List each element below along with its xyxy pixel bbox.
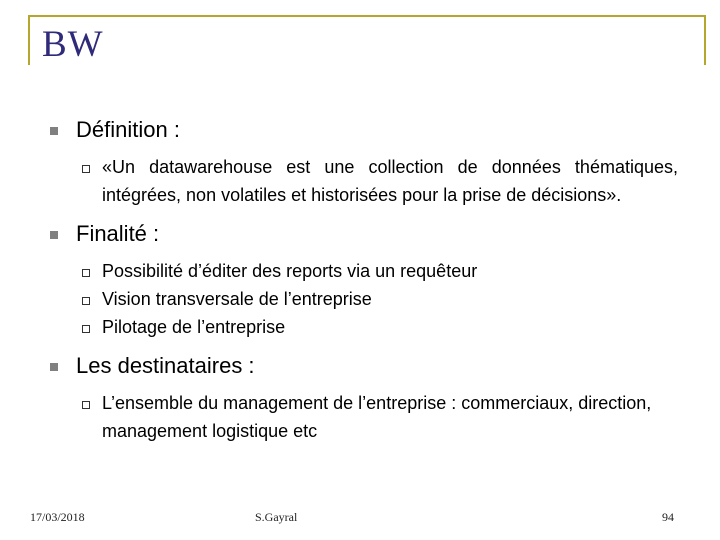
title-frame-top [28,15,706,17]
square-bullet-icon [50,363,58,371]
square-bullet-icon [50,231,58,239]
section-destinataires [50,351,690,381]
list-item [82,257,690,285]
list-item-text: «Un datawarehouse est une collection de données thématiques, intégrées, non volatiles et historisées pour la prise de décisions». [102,157,678,205]
footer-author: S.Gayral [255,510,298,524]
hollow-square-bullet-icon [82,269,90,277]
definition-items [82,153,690,209]
list-item [82,389,690,445]
list-item-text: Possibilité d’éditer des reports via un requêteur [102,261,478,281]
section-definition [50,115,690,145]
list-item [82,285,690,313]
list-item [82,313,690,341]
page-number: 94 [662,510,674,524]
list-item-text: Pilotage de l’entreprise [102,317,286,337]
footer-date: 17/03/2018 [30,510,85,524]
destinataires-items [82,389,690,445]
title-frame-left [28,15,30,65]
section-heading: Finalité : [76,221,160,246]
slide-title: BW [42,24,104,65]
slide-content [50,115,690,455]
section-heading: Les destinataires : [76,353,255,378]
hollow-square-bullet-icon [82,325,90,333]
hollow-square-bullet-icon [82,165,90,173]
section-finalite [50,219,690,249]
list-item [82,153,690,209]
hollow-square-bullet-icon [82,297,90,305]
title-frame-right [704,15,706,65]
hollow-square-bullet-icon [82,401,90,409]
finalite-items [82,257,690,341]
section-heading: Définition : [76,117,180,142]
list-item-text: Vision transversale de l’entreprise [102,289,372,309]
square-bullet-icon [50,127,58,135]
list-item-text: L’ensemble du management de l’entreprise : commerciaux, direction, management logistique etc [102,393,652,441]
